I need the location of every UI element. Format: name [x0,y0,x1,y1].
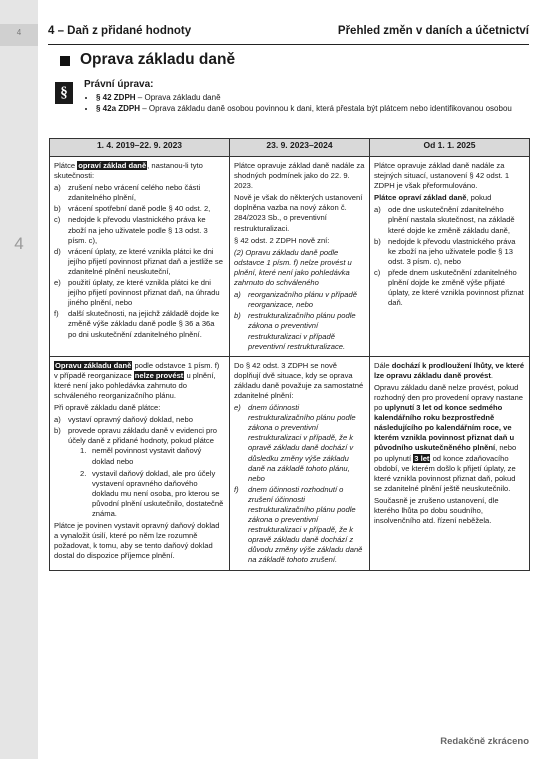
cell-paragraph: Plátce opravuje základ daně nadále za shodných podmínek jako do 22. 9. 2023. [234,161,365,191]
list-item [234,311,365,351]
legal-text: – Oprava základu daně osobou povinnou k dani, která přestala být plátcem nebo identifikovanou osobou [140,104,512,114]
footer-note: Redakčně zkráceno [440,736,529,747]
text-run: , nebo po uplynutí [374,443,517,463]
sub-list [68,446,225,519]
legal-ref: § 42a ZDPH [96,104,141,114]
quoted-paragraph: (2) Opravu základu daně podle odstavce 1 písm. f) nelze provést u plnění, které není jako pohledávka zahrnuto do schváleného [234,247,352,288]
text-run: . [490,370,494,380]
cell-paragraph [374,361,525,381]
text-run: podle odstavce 1 písm. f) v případě reorganizace [54,360,220,380]
list-item [234,403,365,484]
text-run: Plátce [54,161,78,170]
item-text: restrukturalizačního plánu podle zákona o preventivní restrukturalizaci v případě preventivní restrukturalizace. [248,311,356,351]
list-item [54,278,225,308]
publication-title: Přehled změn v daních a účetnictví [337,25,529,37]
bold-text: uplynutí 3 let od konce sedmého kalendářního roku bezprostředně následujícího po kalendářním roce, ve kterém vznikla povinnost přiznat daň u původního uskutečněného plnění [374,403,515,453]
item-marker: e) [54,278,61,288]
item-text: dnem účinnosti restrukturalizačního plánu podle zákona o preventivní restrukturalizaci v případě, že k opravě základu daně dochází v důsledku změny výše základu daně na základě tohoto plánu, nebo [248,403,356,483]
table-cell [50,157,230,357]
bold-text: dochází k prodloužení lhůty, ve které lze opravu základu daně provést [374,360,525,380]
item-text: nedojde k převodu vlastnického práva ke zboží na jeho uživatele podle § 13 odst. 3 písm. c), nebo [388,236,516,266]
item-marker: b) [54,204,61,214]
table-cell [230,356,370,570]
item-marker: f) [234,484,239,494]
list-item [54,204,225,214]
sub-list-item [80,469,225,519]
table-cell [230,157,370,357]
item-list [54,183,225,339]
list-item [234,485,365,566]
item-text: provede opravu základu daně v evidenci pro účely daně z přidané hodnoty, pokud plátce [68,426,218,446]
item-text: nedojde k převodu vlastnického práva ke zboží na jeho uživatele podle § 13 odst. 3 písm. c), [68,215,208,245]
chapter-number: 4 [14,234,24,253]
item-text: vystaví opravný daňový doklad, nebo [68,415,193,425]
item-marker: b) [374,236,381,246]
legal-basis [84,80,514,116]
cell-paragraph: Plátce je povinen vystavit opravný daňový doklad a vynaložit úsilí, které po něm lze rozumně požadovat, k tomu, aby se tento daňový doklad dostal do dispozice příjemce plnění. [54,521,220,561]
item-marker: c) [374,267,381,277]
cell-paragraph: § 42 odst. 2 ZDPH nově zní: [234,235,330,245]
item-text: zrušení nebo vrácení celého nebo části zdanitelného plnění, [68,183,201,203]
table-row [50,157,530,357]
cell-paragraph [54,361,225,401]
item-marker: a) [234,290,241,300]
text-run: od konce zdaňovacího období, ve kterém došlo k přijetí úplaty, ze které vznikla povinnost přiznat daň, pokud se zdanitelné plnění ještě neuskutečnilo. [374,453,516,493]
item-text: vrácení spotřební daně podle § 40 odst. 2, [68,204,211,214]
cell-paragraph: Při opravě základu daně plátce: [54,403,161,413]
item-marker: b) [234,311,241,321]
highlighted-text: 3 let [414,453,430,463]
list-item [374,237,525,267]
item-marker: a) [374,205,381,215]
table-header-row [50,139,530,157]
legal-ref: § 42 ZDPH [96,92,136,102]
bold-text: Plátce opraví základ daně [374,193,467,203]
cell-paragraph [374,193,525,203]
list-item [54,183,225,203]
item-marker: c) [54,215,61,225]
text-run: Dále [374,360,392,370]
legal-text: – Oprava základu daně [135,92,221,102]
item-marker: b) [54,426,61,436]
page-number: 4 [16,28,22,37]
text-run: , nastanou-li tyto skutečnosti: [54,161,203,181]
table-cell [370,157,530,357]
highlighted-text: Opravu základu daně [55,360,132,370]
cell-paragraph: Do § 42 odst. 3 ZDPH se nově doplňují dvě situace, kdy se oprava základu daně považuje za samostatné zdanitelné plnění: [234,360,364,400]
cell-paragraph [374,383,525,494]
section-bullet-icon [60,56,70,66]
highlighted-text: nelze provést [134,370,184,380]
list-item [54,426,225,519]
item-marker: a) [54,183,61,193]
legal-item [96,93,514,104]
item-text: další skutečnosti, na jejichž základě dojde ke změně výše základu daně podle § 36 a 36a po dni uskutečnění zdanitelného plnění. [68,309,220,339]
changes-table [49,138,530,571]
item-marker: 2. [80,468,87,478]
item-text: dnem účinnosti rozhodnutí o zrušení účinnosti restrukturalizačního plánu podle zákona o preventivní restrukturalizaci v případě, že k opravě základu daně dochází z důvodu změny výše základu daně na základě tohoto zrušení. [248,484,363,565]
table-cell [50,356,230,570]
text-run: u plnění, které není jako pohledávka zahrnuto do schváleného reorganizačního plánu. [54,370,216,400]
item-text: vystavil daňový doklad, ale pro účely vystavení opravného daňového dokladu mu není osoba, pro kterou se původní plnění uskutečnilo, dostatečně známa. [92,468,224,518]
header-rule [48,44,529,45]
column-header: 1. 4. 2019–22. 9. 2023 [50,139,230,157]
item-list [54,415,225,519]
cell-paragraph: Nově je však do některých ustanovení doplněna vazba na nový zákon č. 284/2023 Sb., o preventivní restrukturalizaci. [234,193,363,233]
item-text: neměl povinnost vystavit daňový doklad nebo [92,446,202,466]
list-item [54,415,225,425]
item-text: vrácení úplaty, ze které vznikla plátci ke dni jejího přijetí povinnost přiznat daň a jestliže se zdanitelné plnění neuskuteční, [68,246,223,276]
list-item [374,205,525,235]
list-item [374,268,525,308]
list-item [54,309,225,339]
sub-list-item [80,446,225,466]
item-list [374,205,525,308]
column-header: Od 1. 1. 2025 [370,139,530,157]
item-text: ode dne uskutečnění zdanitelného plnění nastala skutečnost, na základě které dojde ke změně základu daně, [388,205,515,235]
table-cell [370,356,530,570]
cell-paragraph [54,161,225,181]
text-run: Opravu základu daně nelze provést, pokud rozhodný den pro provedení opravy nastane po [374,382,524,413]
legal-list [84,93,514,115]
cell-paragraph: Plátce opravuje základ daně nadále za stejných situací, ustanovení § 42 odst. 1 ZDPH je však přeformulováno. [374,161,510,191]
item-text: použití úplaty, ze které vznikla plátci ke dni jejího přijetí povinnost přiznat daň, na úhradu jiného plnění, nebo [68,278,220,308]
item-text: reorganizačního plánu v případě reorganizace, nebo [248,290,357,310]
item-marker: f) [54,309,59,319]
section-title: Oprava základu daně [80,51,236,68]
legal-item [96,104,514,115]
list-item [54,247,225,277]
item-marker: 1. [80,446,87,456]
item-list [234,290,365,352]
side-band [0,0,38,759]
item-marker: a) [54,415,61,425]
item-text: přede dnem uskutečnění zdanitelného plnění dojde ke změně výše přijaté úplaty, ze které vznikla povinnost přiznat daň. [388,267,524,308]
item-list [234,403,365,566]
cell-paragraph: Současně je zrušeno ustanovení, dle kterého lhůta po dobu soudního, insolvenčního atd. řízení neběžela. [374,495,499,526]
chapter-title: 4 – Daň z přidané hodnoty [48,25,192,37]
paragraph-sign-icon: § [55,82,73,104]
list-item [54,215,225,245]
highlighted-text: opraví základ daně [78,161,147,170]
column-header: 23. 9. 2023–2024 [230,139,370,157]
table-row [50,356,530,570]
text-run: , pokud [466,193,492,203]
item-marker: d) [54,246,61,256]
item-marker: e) [234,403,241,413]
list-item [234,290,365,310]
legal-title: Právní úprava: [84,79,154,90]
